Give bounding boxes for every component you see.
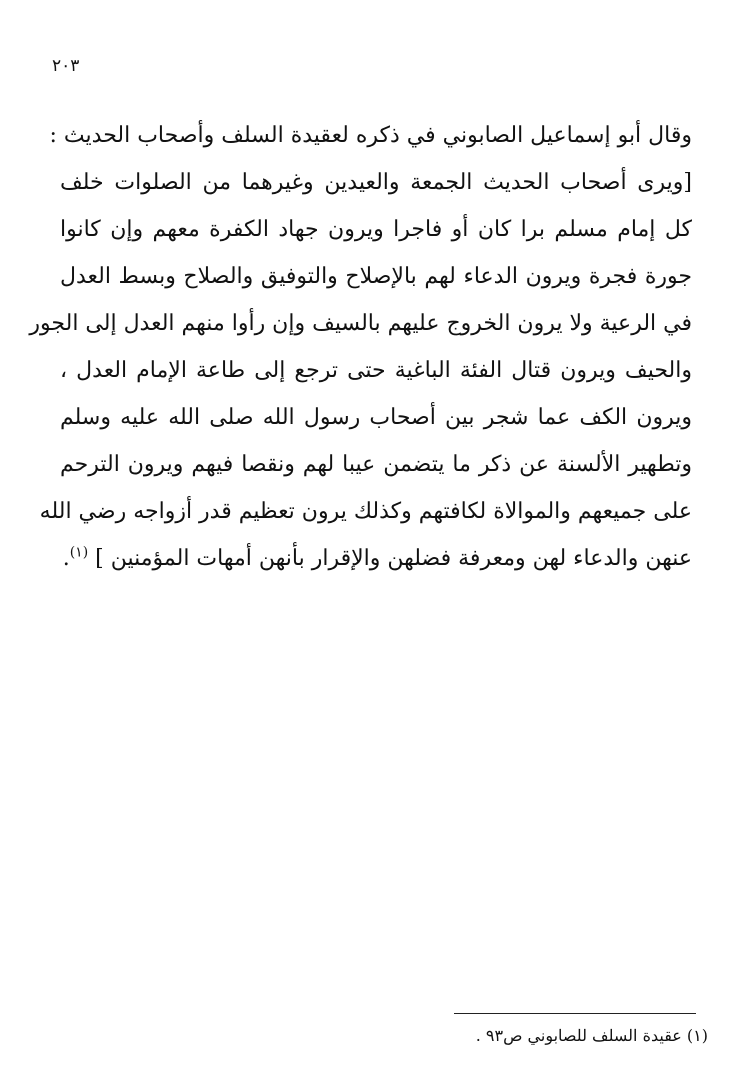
paragraph-line: كل إمام مسلم برا كان أو فاجرا ويرون جهاد الكفرة معهم وإن كانوا — [60, 217, 692, 242]
paragraph-line: ويرون الكف عما شجر بين أصحاب رسول الله صلى الله عليه وسلم — [60, 405, 692, 430]
sentence-period: . — [62, 546, 70, 571]
main-paragraph — [29, 112, 692, 582]
paragraph-line: في الرعية ولا يرون الخروج عليهم بالسيف وإن رأوا منهم العدل إلى الجور — [29, 311, 692, 336]
paragraph-line: [ويرى أصحاب الحديث الجمعة والعيدين وغيرهما من الصلوات خلف — [60, 170, 692, 195]
paragraph-last-line — [60, 535, 692, 582]
page-number: ٢٠٣ — [52, 56, 80, 76]
footnote-divider — [454, 1013, 696, 1014]
paragraph-line: عنهن والدعاء لهن ومعرفة فضلهن والإقرار بأنهن أمهات المؤمنين ] — [95, 546, 692, 571]
paragraph-line: على جميعهم والموالاة لكافتهم وكذلك يرون تعظيم قدر أزواجه رضي الله — [39, 499, 692, 524]
paragraph-line: والحيف ويرون قتال الفئة الباغية حتى ترجع إلى طاعة الإمام العدل ، — [60, 358, 692, 383]
paragraph-line: وقال أبو إسماعيل الصابوني في ذكره لعقيدة السلف وأصحاب الحديث : — [49, 123, 692, 148]
paragraph-line: جورة فجرة ويرون الدعاء لهم بالإصلاح والتوفيق والصلاح وبسط العدل — [60, 264, 692, 289]
footnote-reference: (١) — [69, 544, 89, 561]
footnote: (١) عقيدة السلف للصابوني ص٩٣ . — [475, 1026, 708, 1045]
paragraph-line: وتطهير الألسنة عن ذكر ما يتضمن عيبا لهم ونقصا فيهم ويرون الترحم — [60, 452, 692, 477]
